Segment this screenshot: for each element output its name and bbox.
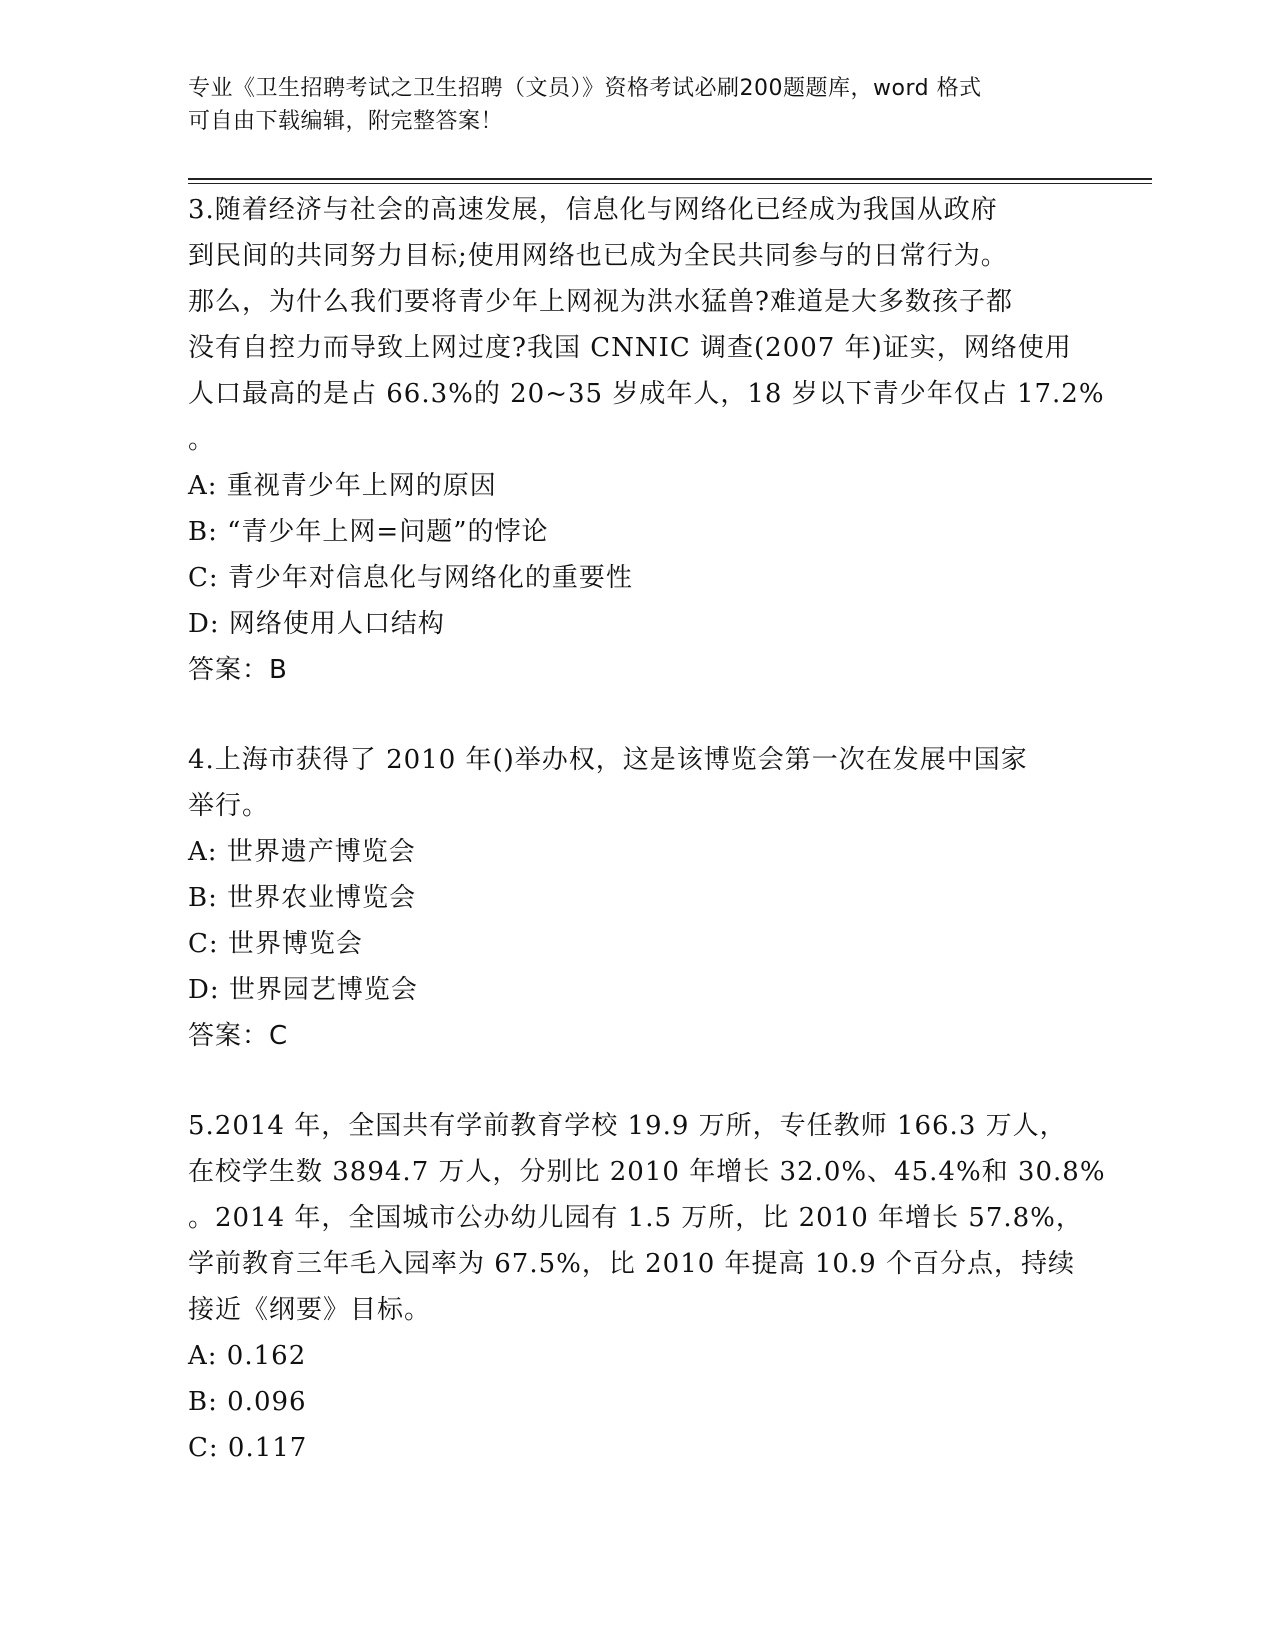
- question-text-line: 在校学生数 3894.7 万人，分别比 2010 年增长 32.0%、45.4%和 30.8%: [188, 1157, 1106, 1187]
- question-text-line: 举行。: [188, 791, 270, 821]
- header-line-1: 专业《卫生招聘考试之卫生招聘（文员）》资格考试必刷200题题库，word 格式: [188, 76, 982, 101]
- question-text-line: 3.随着经济与社会的高速发展，信息化与网络化已经成为我国从政府: [188, 195, 998, 225]
- header-divider: [188, 178, 1152, 180]
- question-text-line: 人口最高的是占 66.3%的 20~35 岁成年人，18 岁以下青少年仅占 17.2%: [188, 379, 1105, 409]
- answer-label: 答案：C: [188, 1021, 289, 1051]
- option-b: B: 0.096: [188, 1387, 307, 1417]
- question-text-line: 5.2014 年，全国共有学前教育学校 19.9 万所，专任教师 166.3 万人，: [188, 1111, 1067, 1141]
- option-b: B: “青少年上网=问题”的悖论: [188, 517, 549, 547]
- option-a: A: 重视青少年上网的原因: [188, 471, 497, 501]
- question-text-line: 到民间的共同努力目标;使用网络也已成为全民共同参与的日常行为。: [188, 241, 1008, 271]
- header-divider-thin: [188, 183, 1152, 184]
- option-d: D: 世界园艺博览会: [188, 975, 418, 1005]
- option-c: C: 0.117: [188, 1433, 308, 1463]
- question-3: [188, 187, 1105, 693]
- question-5: [188, 1103, 1106, 1471]
- question-text-line: 学前教育三年毛入园率为 67.5%，比 2010 年提高 10.9 个百分点，持续: [188, 1249, 1075, 1279]
- option-b: B: 世界农业博览会: [188, 883, 417, 913]
- header-line-2: 可自由下载编辑，附完整答案！: [188, 109, 504, 134]
- option-c: C: 世界博览会: [188, 929, 363, 959]
- question-text-line: 没有自控力而导致上网过度?我国 CNNIC 调查(2007 年)证实，网络使用: [188, 333, 1072, 363]
- question-text-line: 。2014 年，全国城市公办幼儿园有 1.5 万所，比 2010 年增长 57.8%，: [188, 1203, 1083, 1233]
- question-text-line: 接近《纲要》目标。: [188, 1295, 432, 1325]
- question-4: [188, 737, 1088, 1059]
- question-text-line: 4.上海市获得了 2010 年()举办权，这是该博览会第一次在发展中国家: [188, 745, 1028, 775]
- option-a: A: 世界遗产博览会: [188, 837, 416, 867]
- answer-label: 答案：B: [188, 655, 288, 685]
- option-a: A: 0.162: [188, 1341, 307, 1371]
- document-header: [188, 72, 1068, 138]
- question-text-line: 。: [188, 425, 216, 455]
- option-d: D: 网络使用人口结构: [188, 609, 445, 639]
- question-text-line: 那么，为什么我们要将青少年上网视为洪水猛兽?难道是大多数孩子都: [188, 287, 1013, 317]
- option-c: C: 青少年对信息化与网络化的重要性: [188, 563, 633, 593]
